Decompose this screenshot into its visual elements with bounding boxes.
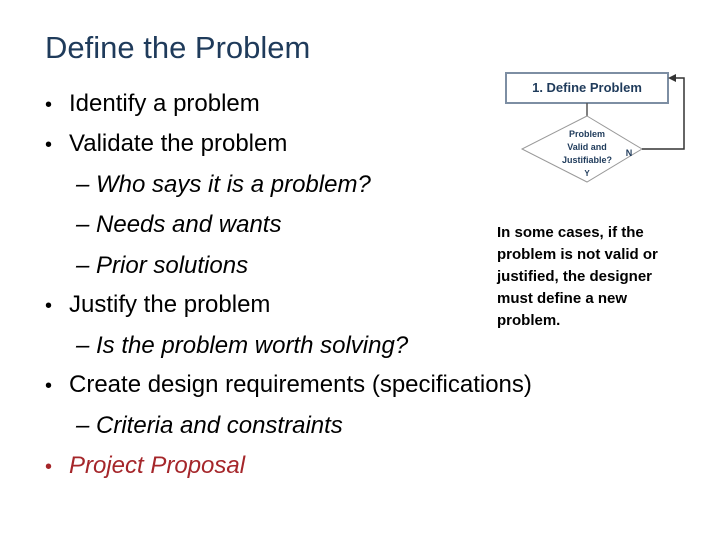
decision-yes-label: Y: [584, 169, 590, 178]
decision-label-line2: Valid and: [567, 142, 607, 152]
bullet-marker: •: [45, 375, 53, 397]
bullet-marker: •: [45, 456, 53, 478]
bullet-marker: •: [45, 134, 53, 156]
sub-bullet-prior-solutions: – Prior solutions: [76, 252, 249, 279]
bullet-identify-problem: Identify a problem: [69, 90, 260, 117]
bullet-marker: •: [45, 94, 53, 116]
slide-title: Define the Problem: [45, 30, 311, 65]
side-note-line: justified, the designer: [497, 268, 653, 285]
side-note-line: In some cases, if the: [497, 224, 644, 241]
bullet-justify-problem: Justify the problem: [69, 291, 271, 318]
sub-bullet-worth-solving: – Is the problem worth solving?: [76, 332, 409, 359]
bullet-marker: •: [45, 295, 53, 317]
side-note-line: problem is not valid or: [497, 246, 658, 263]
decision-label-line1: Problem: [568, 129, 606, 139]
define-problem-flowchart: [500, 70, 700, 185]
sub-bullet-who-says: – Who says it is a problem?: [76, 171, 371, 198]
bullet-validate-problem: Validate the problem: [69, 130, 288, 157]
side-note-line: must define a new: [497, 290, 628, 307]
sub-bullet-criteria-constraints: – Criteria and constraints: [76, 412, 343, 439]
bullet-design-requirements: Create design requirements (specifications): [69, 371, 532, 398]
bullet-project-proposal: Project Proposal: [69, 452, 246, 479]
side-note: [497, 222, 702, 332]
decision-no-label: N: [625, 148, 633, 158]
decision-label-line3: Justifiable?: [561, 155, 613, 165]
side-note-line: problem.: [497, 312, 561, 329]
sub-bullet-needs-wants: – Needs and wants: [76, 211, 282, 238]
arrow-head-icon: [668, 74, 676, 82]
define-problem-box-label: 1. Define Problem: [532, 80, 642, 95]
